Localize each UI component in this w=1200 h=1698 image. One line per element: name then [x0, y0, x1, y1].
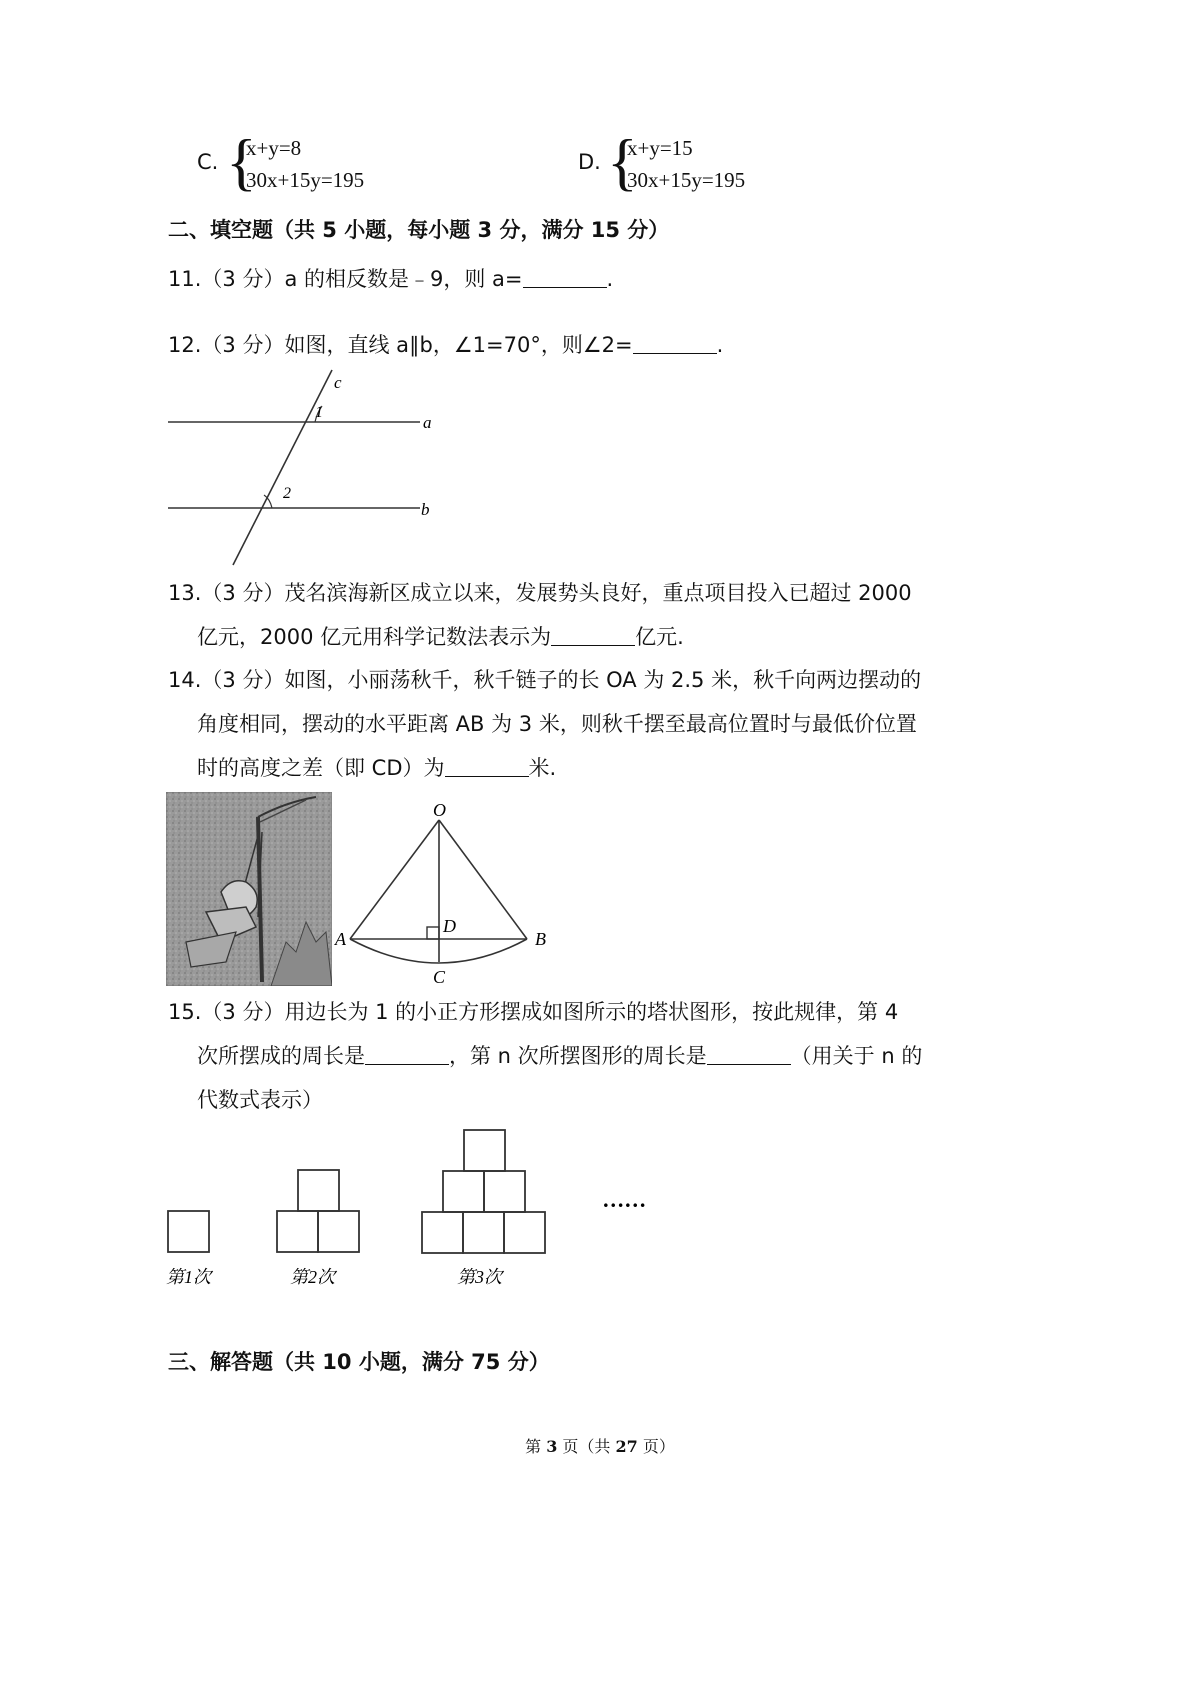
- q12-number: 12.: [168, 333, 202, 357]
- footer-page-number: 3: [546, 1437, 558, 1456]
- question-14-line3: [197, 758, 556, 779]
- q12-points: （3 分）: [201, 333, 285, 357]
- question-14: [168, 670, 921, 691]
- q12-text-end: .: [716, 333, 724, 357]
- question-13: [168, 583, 912, 604]
- right-angle-mark: [427, 927, 439, 939]
- square-tower-figure: [160, 1125, 660, 1295]
- option-d-eq2: 30x+15y=195: [627, 168, 746, 192]
- q14-points: （3 分）: [201, 668, 285, 692]
- q15-line2-c: （用关于 n 的: [790, 1044, 923, 1068]
- page-footer: [0, 1434, 1200, 1457]
- q14-line3-end: 米.: [528, 756, 557, 780]
- question-13-line2: [197, 627, 684, 648]
- q11-text-end: .: [606, 267, 614, 291]
- q15-answer-blank-2[interactable]: [707, 1063, 791, 1065]
- swing-photo: [166, 792, 332, 986]
- label-a: a: [423, 413, 432, 432]
- q14-line3: 时的高度之差（即 CD）为: [197, 756, 445, 780]
- q11-number: 11.: [168, 267, 202, 291]
- q12-answer-blank[interactable]: [633, 352, 717, 354]
- q13-line1: 茂名滨海新区成立以来，发展势头良好，重点项目投入已超过 2000: [284, 581, 912, 605]
- option-c-brace: {: [226, 126, 257, 197]
- footer-suffix: 页）: [637, 1437, 675, 1456]
- q11-answer-blank[interactable]: [523, 286, 607, 288]
- stage2-square-top: [298, 1170, 339, 1211]
- ellipsis: ……: [603, 1187, 647, 1212]
- q15-line3: 代数式表示）: [197, 1088, 323, 1112]
- q11-points: （3 分）: [201, 267, 285, 291]
- q15-line2-a: 次所摆成的周长是: [197, 1044, 365, 1068]
- q13-line2: 亿元，2000 亿元用科学记数法表示为: [197, 625, 552, 649]
- stage3-square-top: [464, 1130, 505, 1171]
- stage2-square-right: [318, 1211, 359, 1252]
- q15-answer-blank-1[interactable]: [365, 1063, 449, 1065]
- stage3-square-bottom-3: [504, 1212, 545, 1253]
- option-d-eq1: x+y=15: [627, 136, 693, 160]
- q15-number: 15.: [168, 1000, 202, 1024]
- stage3-square-bottom-1: [422, 1212, 463, 1253]
- q13-line2-end: 亿元.: [635, 625, 684, 649]
- option-d-brace: {: [607, 126, 638, 197]
- option-d-label: D.: [578, 150, 601, 174]
- q14-answer-blank[interactable]: [445, 775, 529, 777]
- question-11: [168, 269, 613, 290]
- caption-stage2: 第2次: [290, 1267, 335, 1287]
- q13-points: （3 分）: [201, 581, 285, 605]
- footer-middle: 页（共: [557, 1437, 616, 1456]
- label-2: 2: [283, 485, 291, 502]
- footer-prefix: 第: [525, 1437, 547, 1456]
- parallel-lines-figure: [160, 365, 460, 575]
- q13-number: 13.: [168, 581, 202, 605]
- q14-number: 14.: [168, 668, 202, 692]
- question-15: [168, 1002, 898, 1023]
- q12-text: 如图，直线 a∥b，∠1=70°，则∠2=: [284, 333, 633, 357]
- option-c-eq2: 30x+15y=195: [246, 168, 365, 192]
- q14-line1: 如图，小丽荡秋千，秋千链子的长 OA 为 2.5 米，秋千向两边摆动的: [284, 668, 922, 692]
- footer-total-pages: 27: [615, 1437, 638, 1456]
- section-2-heading: 二、填空题（共 5 小题，每小题 3 分，满分 15 分）: [168, 218, 670, 242]
- q15-line2-b: ，第 n 次所摆图形的周长是: [449, 1044, 707, 1068]
- caption-stage3: 第3次: [457, 1267, 502, 1287]
- q15-line1: 用边长为 1 的小正方形摆成如图所示的塔状图形，按此规律，第 4: [284, 1000, 899, 1024]
- label-b: b: [421, 500, 430, 519]
- stage3-square-mid-right: [484, 1171, 525, 1212]
- line-c: [233, 370, 332, 565]
- label-a: A: [335, 929, 346, 949]
- label-1: 1: [315, 404, 323, 421]
- q15-points: （3 分）: [201, 1000, 285, 1024]
- segment-oa: [350, 820, 439, 939]
- swing-geometry-figure: [330, 795, 560, 995]
- label-b: B: [535, 929, 546, 949]
- q14-line2: 角度相同，摆动的水平距离 AB 为 3 米，则秋千摆至最高位置时与最低价位置: [197, 712, 917, 736]
- stage3-square-mid-left: [443, 1171, 484, 1212]
- label-c: C: [433, 967, 446, 987]
- section-3-heading: 三、解答题（共 10 小题，满分 75 分）: [168, 1350, 550, 1374]
- question-12: [168, 335, 723, 356]
- label-o: O: [433, 800, 446, 820]
- label-d: D: [443, 916, 456, 936]
- stage3-square-bottom-2: [463, 1212, 504, 1253]
- caption-stage1: 第1次: [166, 1267, 211, 1287]
- option-c-label: C.: [197, 150, 219, 174]
- q13-answer-blank[interactable]: [551, 644, 635, 646]
- q11-text: a 的相反数是﹣9，则 a=: [284, 267, 523, 291]
- option-c-eq1: x+y=8: [246, 136, 302, 160]
- stage1-square: [168, 1211, 209, 1252]
- stage2-square-left: [277, 1211, 318, 1252]
- label-c: c: [334, 373, 342, 392]
- question-15-line2: [197, 1046, 922, 1067]
